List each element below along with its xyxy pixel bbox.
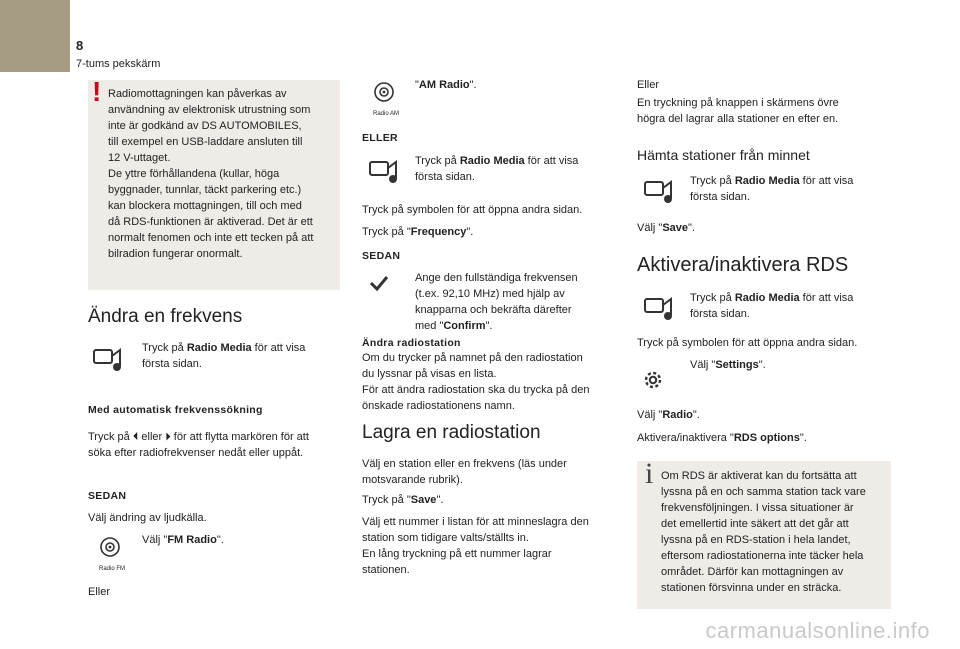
heading-store-station: Lagra en radiostation <box>362 422 541 443</box>
heading-rds: Aktivera/inaktivera RDS <box>637 254 849 276</box>
select-fm-text: Välj "FM Radio". <box>142 534 224 546</box>
enter-frequency-text: Ange den fullständiga frekvensen (t.ex. 92,10 MHz) med hjälp av knapparna och bekräfta därefter med "Confirm". <box>415 272 578 332</box>
heading-fetch-stations: Hämta stationer från minnet <box>637 147 810 163</box>
step-radio-media: Tryck på Radio Media för att visa första sidan. <box>415 155 579 183</box>
symbol-text: Tryck på symbolen för att öppna andra sidan. <box>362 204 583 216</box>
heading-change-frequency: Ändra en frekvens <box>88 306 243 327</box>
store-intro-text: Välj en station eller en frekvens (läs under motsvarande rubrik). <box>362 458 567 486</box>
step-radio-media: Tryck på Radio Media för att visa första sidan. <box>142 342 306 370</box>
select-source-text: Välj ändring av ljudkälla. <box>88 512 207 524</box>
gear-icon <box>641 368 665 392</box>
select-settings-text: Välj "Settings". <box>690 359 766 371</box>
radio-media-icon <box>366 156 406 186</box>
store-list-text: Välj ett nummer i listan för att minneslagra den station som tidigare valts/ställts in. En lång tryckning på ett nummer lagrar stationen. <box>362 516 589 576</box>
change-station-title: Ändra radiostation <box>362 337 461 349</box>
frequency-text: Tryck på "Frequency". <box>362 226 474 238</box>
page-tab <box>0 0 70 72</box>
step-radio-media: Tryck på Radio Media för att visa första sidan. <box>690 175 854 203</box>
radio-media-icon <box>90 344 130 374</box>
store-save-text: Tryck på "Save". <box>362 494 444 506</box>
sedan-label: SEDAN <box>88 490 127 502</box>
warning-text: Radiomottagningen kan påverkas av användning av elektronisk utrustning som inte är godkänd av DS AUTOMOBILES, till exempel en USB-laddare ansluten till 12 V-uttaget. De yttre förhållandena (kullar, höga byggnader, tunnlar, täckt parkering etc.) kan blockera mottagningen, till och med då RDS-funktionen är aktiverad. Det är ett normalt fenomen och inte ett tecken på att bilradion fungerar onormalt. <box>108 88 314 260</box>
section-title: 7-tums pekskärm <box>76 58 161 70</box>
exclamation-icon: ! <box>92 76 102 107</box>
eller-caps: ELLER <box>362 132 398 144</box>
select-am-text: "AM Radio". <box>415 79 477 91</box>
radio-am-icon: Radio AM <box>366 80 406 122</box>
info-icon: i <box>645 457 654 490</box>
arrow-right-icon[interactable]: ⏵ <box>165 431 171 443</box>
eller-text: Eller <box>637 79 660 91</box>
select-save-text: Välj "Save". <box>637 222 695 234</box>
radio-media-icon <box>641 293 681 323</box>
radio-fm-icon: Radio FM <box>92 535 132 577</box>
change-station-text: Om du trycker på namnet på den radiostation du lyssnar på visas en lista. För att ändra radiostation ska du trycka på den önskade radiostationens namn. <box>362 352 590 412</box>
radio-media-icon <box>641 176 681 206</box>
auto-search-text: Tryck på ⏴ eller ⏵ för att flytta markören för att söka efter radiofrekvenser nedåt eller uppåt. <box>88 431 309 459</box>
step-radio-media: Tryck på Radio Media för att visa första sidan. <box>690 292 854 320</box>
press-button-text: En tryckning på knappen i skärmens övre högra del lagrar alla stationer en efter en. <box>637 97 839 125</box>
arrow-left-icon[interactable]: ⏴ <box>132 431 139 443</box>
checkmark-icon <box>368 274 390 292</box>
sedan-label: SEDAN <box>362 250 401 262</box>
page-number: 8 <box>76 38 84 53</box>
symbol-text: Tryck på symbolen för att öppna andra sidan. <box>637 337 858 349</box>
eller-text: Eller <box>88 586 111 598</box>
rds-options-text: Aktivera/inaktivera "RDS options". <box>637 432 807 444</box>
select-radio-text: Välj "Radio". <box>637 409 700 421</box>
auto-search-title: Med automatisk frekvenssökning <box>88 404 263 416</box>
watermark: carmanualsonline.info <box>705 618 930 643</box>
info-text: Om RDS är aktiverat kan du fortsätta att lyssna på en och samma station tack vare frekvensföljningen. I vissa situationer är det emellertid inte säkert att det går att lyssna på en RDS-station i hela landet, eftersom radiostationerna inte täcker hela området. Därför kan mottagningen av stationen försvinna under en sträcka. <box>661 470 866 594</box>
